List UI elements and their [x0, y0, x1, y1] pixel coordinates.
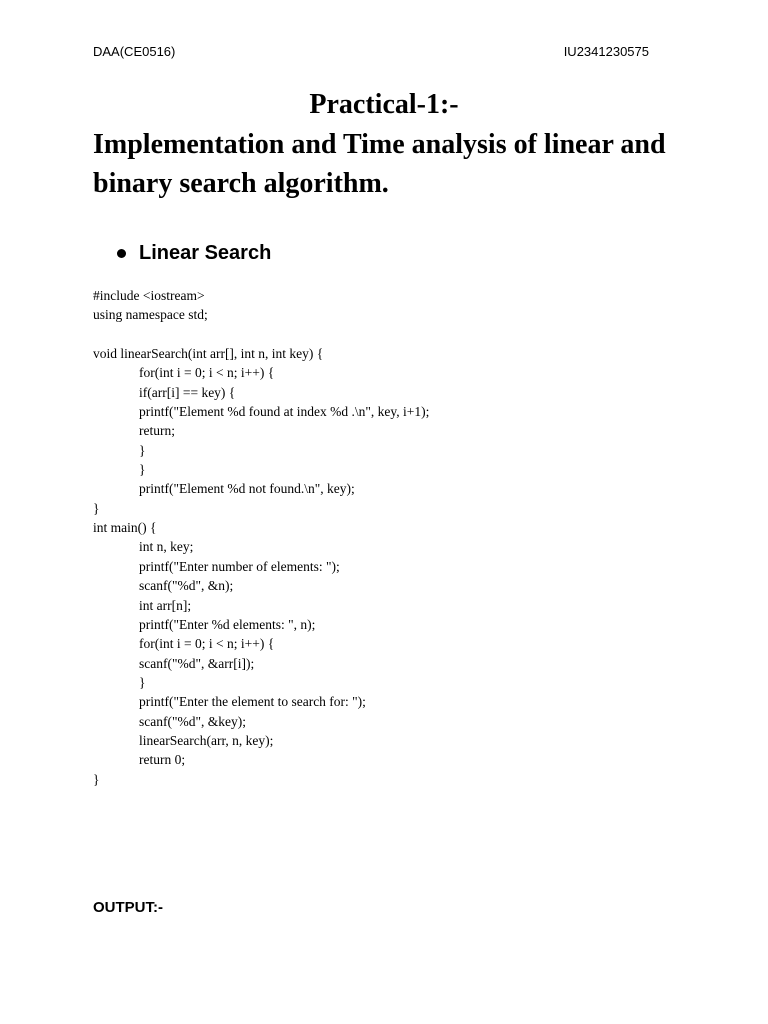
code-line: printf("Enter number of elements: ");: [139, 558, 340, 574]
code-line: printf("Element %d found at index %d .\n", key, i+1);: [139, 404, 430, 420]
code-line: }: [139, 674, 146, 690]
code-line: scanf("%d", &key);: [139, 713, 246, 729]
code-line: int main() {: [93, 520, 157, 536]
code-line: }: [93, 500, 100, 516]
header-student-id: IU2341230575: [563, 44, 649, 59]
code-line: printf("Enter the element to search for: ");: [139, 694, 366, 710]
code-line: }: [93, 771, 100, 787]
code-line: }: [139, 462, 146, 478]
code-line: for(int i = 0; i < n; i++) {: [139, 365, 275, 381]
code-line: [93, 325, 713, 344]
output-label: OUTPUT:-: [93, 899, 163, 916]
header-course-code: DAA(CE0516): [93, 44, 176, 59]
section-heading: [117, 240, 271, 266]
code-line: int n, key;: [139, 539, 194, 555]
code-line: printf("Element %d not found.\n", key);: [139, 481, 355, 497]
code-line: return 0;: [139, 752, 186, 768]
bullet-icon: [117, 249, 126, 258]
code-line: #include <iostream>: [93, 288, 205, 303]
code-line: void linearSearch(int arr[], int n, int key) {: [93, 346, 324, 362]
document-title: Implementation and Time analysis of linear and binary search algorithm.: [93, 129, 666, 199]
code-line: return;: [139, 423, 175, 439]
code-line: int arr[n];: [139, 597, 192, 613]
code-line: linearSearch(arr, n, key);: [139, 732, 274, 748]
code-line: }: [139, 442, 146, 458]
code-line: scanf("%d", &n);: [139, 578, 234, 594]
code-line: printf("Enter %d elements: ", n);: [139, 616, 316, 632]
code-line: scanf("%d", &arr[i]);: [139, 655, 255, 671]
code-line: if(arr[i] == key) {: [139, 384, 236, 400]
section-heading-label: Linear Search: [139, 242, 272, 264]
code-line: for(int i = 0; i < n; i++) {: [139, 636, 275, 652]
code-block: [93, 286, 713, 789]
practical-title: Practical-1:-: [309, 89, 459, 120]
code-line: using namespace std;: [93, 307, 208, 323]
